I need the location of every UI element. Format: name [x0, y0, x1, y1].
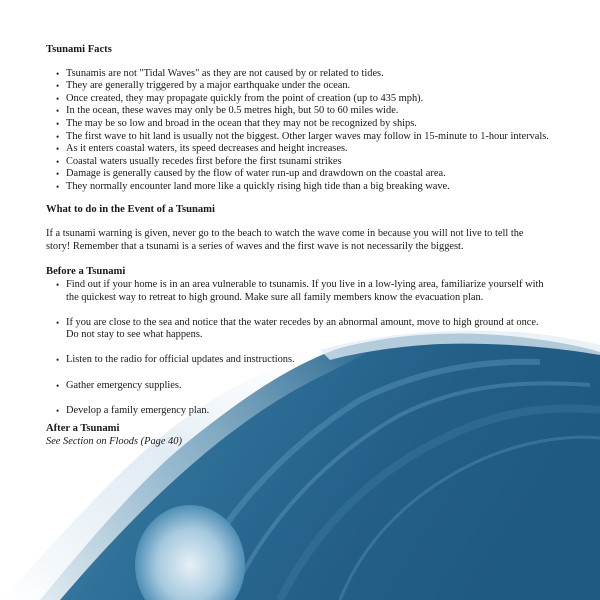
list-item: • The may be so low and broad in the ocean that they may not be recognized by ships. [66, 118, 566, 131]
list-item: • In the ocean, these waves may only be 0.5 metres high, but 50 to 60 miles wide. [66, 105, 566, 118]
document-page [46, 42, 566, 449]
before-list [46, 279, 566, 418]
facts-list [46, 68, 566, 194]
list-item: • Find out if your home is in an area vulnerable to tsunamis. If you live in a low-lying area, familiarize yourself with the quickest way to retreat to high ground. Make sure all family members know the evacuation plan. [66, 279, 546, 304]
facts-heading: Tsunami Facts [46, 44, 112, 55]
list-item: • Once created, they may propagate quickly from the point of creation (up to 435 mph). [66, 93, 566, 106]
list-item: • Damage is generally caused by the flow of water run-up and drawdown on the coastal area. [66, 168, 566, 181]
list-item: • They are generally triggered by a major earthquake under the ocean. [66, 80, 566, 93]
after-heading: After a Tsunami [46, 423, 120, 435]
event-heading: What to do in the Event of a Tsunami [46, 203, 215, 215]
before-heading: Before a Tsunami [46, 266, 126, 278]
list-item: • Coastal waters usually recedes first before the first tsunami strikes [66, 156, 566, 169]
list-item: • Tsunamis are not "Tidal Waves" as they are not caused by or related to tides. [66, 68, 566, 81]
event-paragraph: If a tsunami warning is given, never go to the beach to watch the wave come in because you will not live to tell the story! Remember that a tsunami is a series of waves and the first wave is not necessarily the biggest. [46, 228, 524, 252]
list-item: • Develop a family emergency plan. [66, 405, 546, 418]
list-item: • As it enters coastal waters, its speed decreases and height increases. [66, 143, 566, 156]
list-item: • If you are close to the sea and notice that the water recedes by an abnormal amount, move to high ground at once. Do not stay to see what happens. [66, 317, 546, 342]
after-reference: See Section on Floods (Page 40) [46, 436, 182, 448]
list-item: • Listen to the radio for official updates and instructions. [66, 354, 546, 367]
list-item: • Gather emergency supplies. [66, 380, 546, 393]
list-item: • The first wave to hit land is usually not the biggest. Other larger waves may follow in 15-minute to 1-hour intervals. [66, 131, 566, 144]
list-item: • They normally encounter land more like a quickly rising high tide than a big breaking wave. [66, 181, 566, 194]
